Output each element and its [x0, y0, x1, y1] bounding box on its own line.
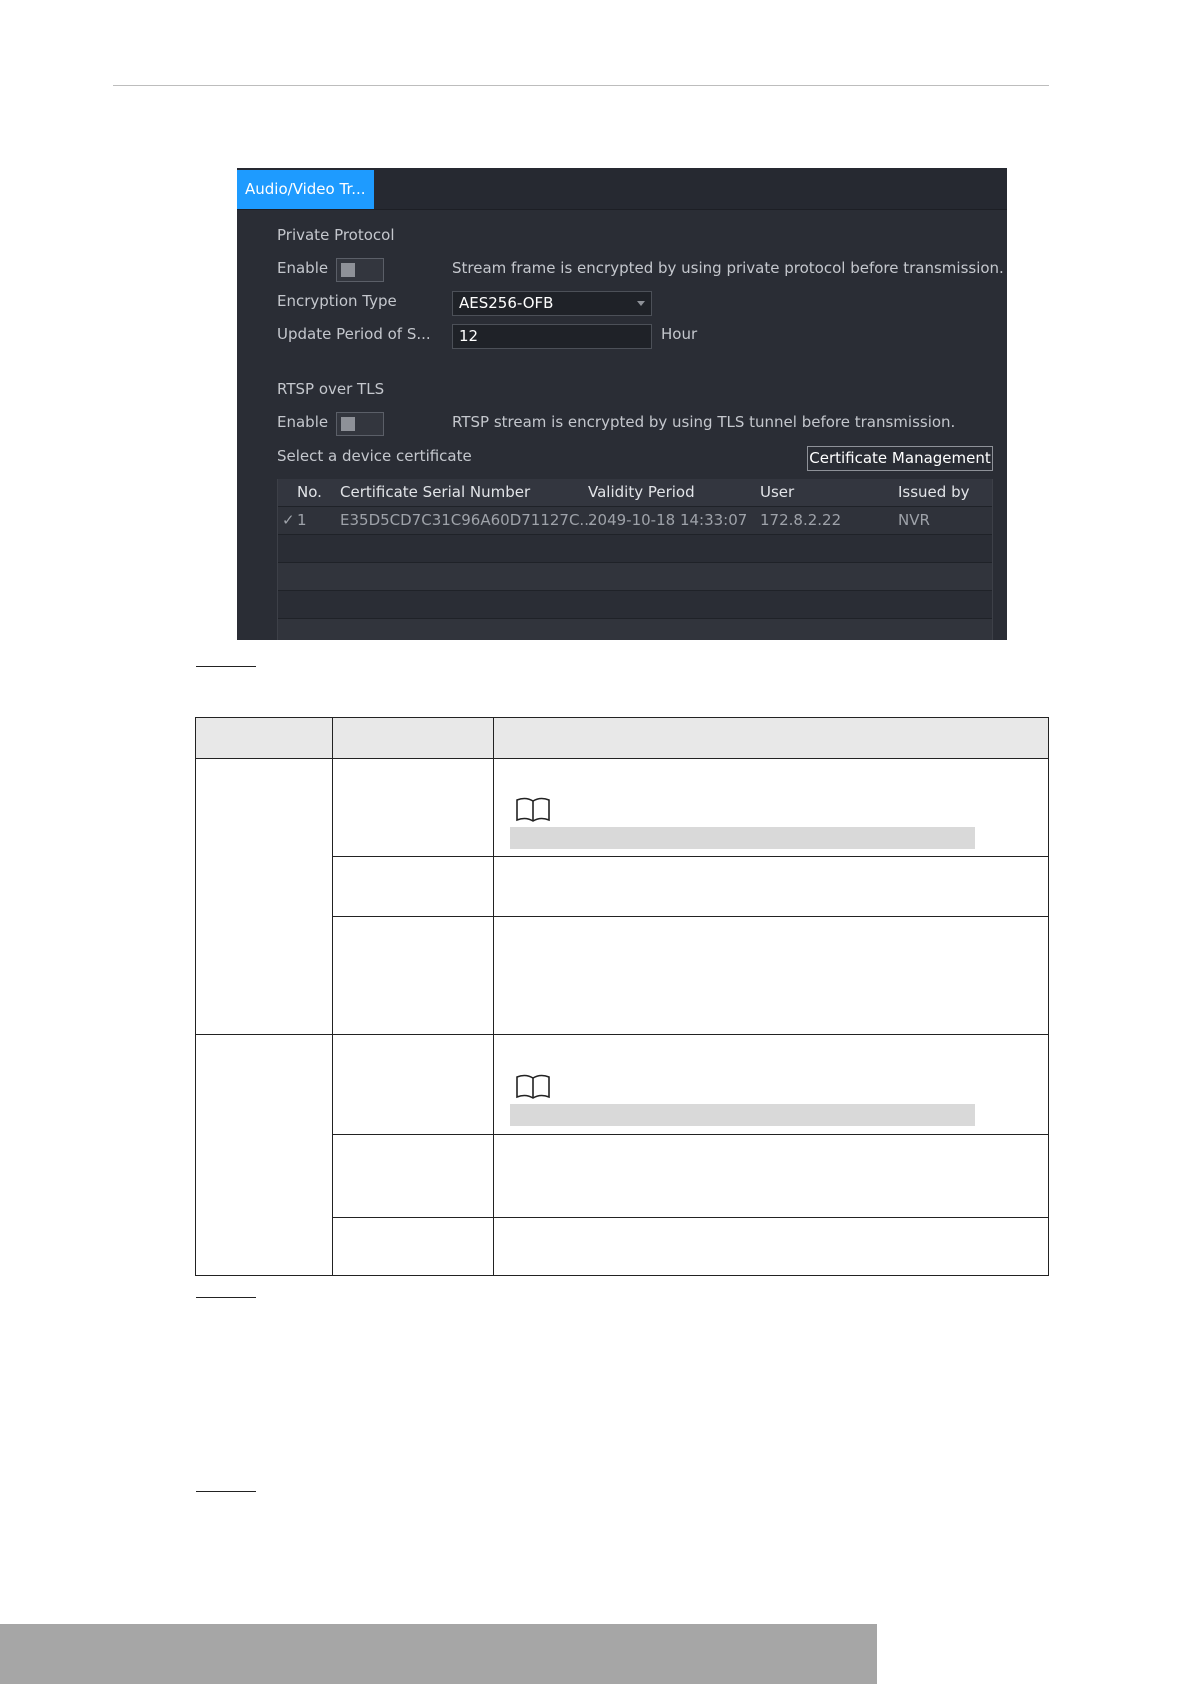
parameter-table-header [196, 718, 1048, 759]
note-highlight [510, 827, 975, 849]
column-header: Issued by [898, 483, 970, 501]
table-row[interactable] [277, 507, 993, 535]
note-highlight [510, 1104, 975, 1126]
audio-video-transmission-screenshot [237, 168, 1007, 640]
row-divider [196, 1034, 1048, 1035]
chevron-down-icon [637, 301, 645, 306]
footer-bar [0, 1624, 877, 1684]
table-row-empty [277, 563, 993, 591]
parameter-table [195, 717, 1049, 1276]
column-divider [493, 718, 494, 1275]
row-divider [332, 1134, 1048, 1135]
rtsp-enable-label: Enable [277, 413, 329, 431]
select-certificate-label: Select a device certificate [277, 447, 472, 465]
rtsp-description: RTSP stream is encrypted by using TLS tunnel before transmission. [452, 413, 956, 431]
tab-audio-video-transmission[interactable]: Audio/Video Tr... [237, 170, 374, 209]
table-row-empty [277, 591, 993, 619]
rtsp-enable-toggle[interactable] [336, 412, 384, 436]
book-icon [515, 1073, 551, 1101]
step-underline [196, 1297, 256, 1298]
update-period-input[interactable]: 12 [452, 324, 652, 349]
private-protocol-enable-label: Enable [277, 259, 329, 277]
row-issued-by: NVR [898, 511, 930, 529]
row-validity: 2049-10-18 14:33:07 [588, 511, 748, 529]
book-icon [515, 796, 551, 824]
private-protocol-enable-toggle[interactable] [336, 258, 384, 282]
certificate-table [277, 479, 993, 640]
encryption-type-value: AES256-OFB [459, 294, 554, 312]
toggle-knob [341, 417, 355, 431]
column-divider [332, 718, 333, 1275]
certificate-table-header [277, 479, 993, 507]
column-header: User [760, 483, 795, 501]
row-user: 172.8.2.22 [760, 511, 842, 529]
row-check-icon[interactable]: ✓ [282, 511, 295, 529]
tab-bar [237, 168, 1007, 210]
certificate-management-button[interactable]: Certificate Management [807, 446, 993, 471]
header-rule [113, 85, 1049, 86]
column-header: No. [297, 483, 322, 501]
encryption-type-label: Encryption Type [277, 292, 397, 310]
encryption-type-dropdown[interactable] [452, 291, 652, 316]
row-divider [332, 916, 1048, 917]
table-row-empty [277, 619, 993, 640]
row-serial: E35D5CD7C31C96A60D71127C... [340, 511, 594, 529]
row-divider [332, 1217, 1048, 1218]
step-underline [196, 666, 256, 667]
private-protocol-description: Stream frame is encrypted by using private protocol before transmission. [452, 259, 1004, 277]
private-protocol-title: Private Protocol [277, 226, 395, 244]
column-header: Validity Period [588, 483, 695, 501]
rtsp-over-tls-title: RTSP over TLS [277, 380, 385, 398]
step-underline [196, 1491, 256, 1492]
row-no: 1 [297, 511, 307, 529]
update-period-unit: Hour [661, 325, 698, 343]
table-row-empty [277, 535, 993, 563]
toggle-knob [341, 263, 355, 277]
column-header: Certificate Serial Number [340, 483, 531, 501]
update-period-label: Update Period of S... [277, 325, 431, 343]
row-divider [332, 856, 1048, 857]
